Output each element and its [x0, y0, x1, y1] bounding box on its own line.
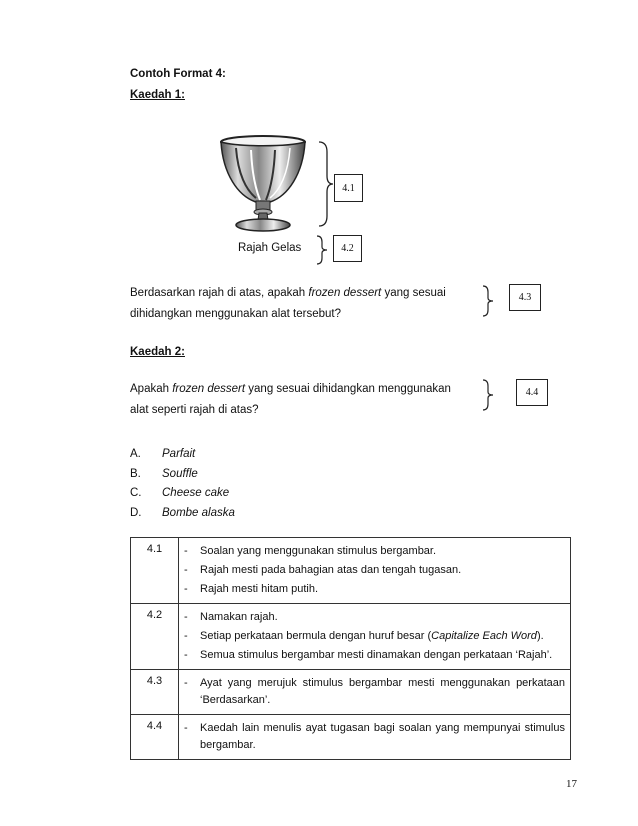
dessert-glass-icon: [218, 134, 308, 234]
q2-italic: frozen dessert: [172, 383, 246, 395]
option-text: Cheese cake: [162, 487, 230, 499]
q1-italic: frozen dessert: [308, 287, 382, 299]
option-letter: B.: [130, 467, 141, 480]
q1-suffix: yang sesuai: [381, 287, 446, 299]
option-c: [130, 484, 235, 504]
row-line: Namakan rajah.: [200, 611, 278, 623]
table-row: [131, 538, 571, 604]
table-row: [131, 715, 571, 760]
option-b: [130, 465, 235, 485]
figure-caption: Rajah Gelas: [238, 242, 302, 254]
row-content: [179, 538, 571, 604]
row-line: Rajah mesti hitam putih.: [200, 583, 318, 595]
brace-41: [316, 140, 336, 228]
tag-4-3: 4.3: [509, 284, 541, 311]
dash: -: [184, 677, 188, 689]
dash: -: [184, 611, 188, 623]
tag-4-4: 4.4: [516, 379, 548, 406]
row-content: [179, 604, 571, 670]
dash: -: [184, 649, 188, 661]
text-part: Setiap perkataan bermula dengan huruf besar (: [200, 630, 432, 642]
dash: -: [184, 630, 188, 642]
row-number: 4.3: [131, 670, 179, 715]
method2-heading: Kaedah 2:: [130, 346, 185, 358]
dash: -: [184, 722, 188, 734]
options-list: [130, 445, 235, 523]
dash: -: [184, 564, 188, 576]
row-line-mixed: [200, 628, 565, 645]
q2-suffix: yang sesuai dihidangkan menggunakan: [245, 383, 451, 395]
option-letter: A.: [130, 448, 141, 460]
row-line: Rajah mesti pada bahagian atas dan tengah tugasan.: [200, 564, 462, 576]
brace-42: [314, 234, 330, 266]
tag-4-2: 4.2: [333, 235, 362, 262]
text-part: ).: [536, 630, 544, 642]
row-content: [179, 715, 571, 760]
row-number: 4.4: [131, 715, 179, 760]
tag-4-1: 4.1: [334, 174, 363, 202]
option-text: Bombe alaska: [162, 506, 235, 519]
text-part-italic: Capitalize Each Word: [431, 630, 537, 642]
row-number: 4.2: [131, 604, 179, 670]
option-letter: D.: [130, 506, 142, 519]
table-row: [131, 604, 571, 670]
row-content: [179, 670, 571, 715]
table-row: [131, 670, 571, 715]
row-line: Kaedah lain menulis ayat tugasan bagi soalan yang mempunyai stimulus bergambar.: [200, 722, 565, 751]
q1-line2: dihidangkan menggunakan alat tersebut?: [130, 308, 341, 320]
criteria-table: [130, 537, 571, 760]
question1-text: [130, 283, 470, 325]
row-number: 4.1: [131, 538, 179, 604]
q1-prefix: Berdasarkan rajah di atas, apakah: [130, 287, 309, 299]
method1-heading: Kaedah 1:: [130, 89, 185, 101]
option-text: Souffle: [162, 467, 198, 480]
q2-line2: alat seperti rajah di atas?: [130, 404, 259, 416]
format-heading: Contoh Format 4:: [130, 68, 226, 80]
dash: -: [184, 583, 188, 595]
option-letter: C.: [130, 487, 142, 499]
option-text: Parfait: [162, 448, 196, 460]
dash: -: [184, 545, 188, 557]
option-d: [130, 504, 235, 524]
q2-prefix: Apakah: [130, 383, 173, 395]
option-a: [130, 445, 235, 465]
page-number: 17: [566, 778, 577, 790]
row-line: Semua stimulus bergambar mesti dinamakan dengan perkataan ‘Rajah’.: [200, 649, 553, 661]
row-line: Soalan yang menggunakan stimulus bergambar.: [200, 545, 437, 557]
question2-text: [130, 379, 470, 421]
row-line: Ayat yang merujuk stimulus bergambar mesti menggunakan perkataan ‘Berdasarkan’.: [200, 677, 565, 706]
brace-43: [480, 284, 496, 318]
brace-44: [480, 378, 496, 412]
